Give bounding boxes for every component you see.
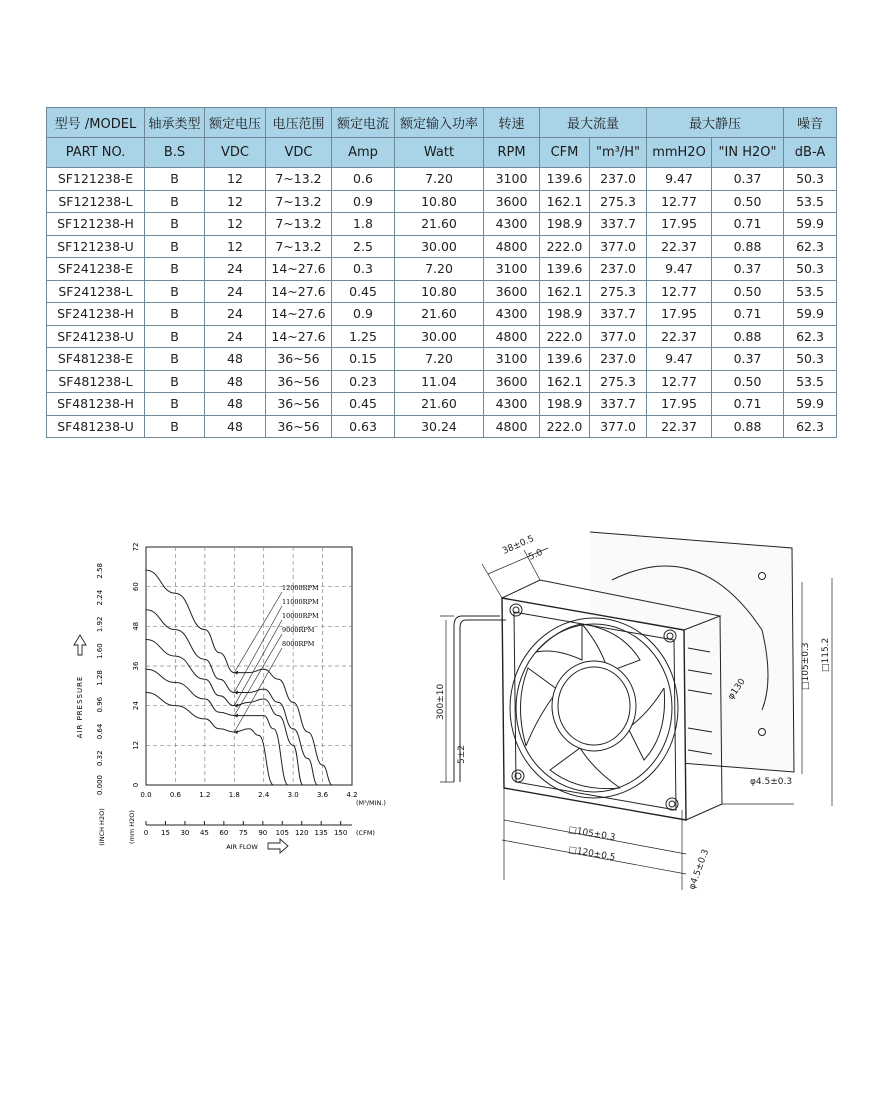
table-cell: 162.1 [540,280,590,303]
table-cell: B [145,325,205,348]
table-cell: 3100 [484,258,540,281]
unit-cell: "m³/H" [590,138,647,168]
table-cell: 50.3 [784,258,837,281]
table-row [47,258,837,281]
table-cell: 0.50 [712,280,784,303]
table-cell: 24 [205,280,266,303]
x-tick-m3: 1.8 [228,791,240,799]
header-cell: 额定电流 [332,108,395,138]
table-row [47,168,837,191]
table-cell: 4800 [484,325,540,348]
table-cell: 0.71 [712,393,784,416]
table-cell: 36~56 [266,393,332,416]
table-cell: 377.0 [590,235,647,258]
table-cell: SF121238-H [47,213,145,236]
table-cell: 7~13.2 [266,235,332,258]
table-cell: 3600 [484,280,540,303]
table-cell: 3100 [484,348,540,371]
y-tick-inch: 1.60 [96,643,104,659]
table-cell: 14~27.6 [266,325,332,348]
label-strip-length: 5±2 [457,745,467,764]
table-row [47,325,837,348]
header-row-units [47,138,837,168]
table-cell: B [145,393,205,416]
table-cell: B [145,258,205,281]
unit-cell: "IN H2O" [712,138,784,168]
table-cell: SF241238-E [47,258,145,281]
table-cell: 0.37 [712,348,784,371]
table-cell: 24 [205,325,266,348]
x-tick-m3: 1.2 [199,791,211,799]
table-cell: 12 [205,190,266,213]
series-line-8000RPM [146,692,274,785]
spec-table [46,107,837,438]
table-cell: 24 [205,303,266,326]
table-cell: 30.00 [395,325,484,348]
table-cell: 0.37 [712,258,784,281]
performance-chart [60,527,400,867]
y-tick-mm: 72 [132,542,140,552]
table-cell: 12.77 [647,370,712,393]
table-cell: 0.6 [332,168,395,191]
table-cell: SF481238-E [47,348,145,371]
table-cell: SF241238-L [47,280,145,303]
table-cell: 3600 [484,190,540,213]
table-row [47,303,837,326]
table-cell: 24 [205,258,266,281]
unit-cell: VDC [266,138,332,168]
table-cell: B [145,280,205,303]
table-row [47,393,837,416]
table-cell: 0.88 [712,235,784,258]
table-cell: 53.5 [784,370,837,393]
table-cell: 36~56 [266,415,332,438]
table-cell: 0.45 [332,393,395,416]
x-tick-cfm: 135 [314,829,328,837]
table-cell: 48 [205,348,266,371]
x-unit-cfm: (CFM) [356,829,375,837]
table-cell: 3100 [484,168,540,191]
x-tick-cfm: 45 [199,829,209,837]
unit-cell: mmH2O [647,138,712,168]
table-cell: 53.5 [784,190,837,213]
table-cell: 237.0 [590,258,647,281]
table-cell: B [145,348,205,371]
x-tick-m3: 4.2 [346,791,358,799]
air-pressure-arrow-icon [74,635,86,655]
table-cell: 59.9 [784,213,837,236]
fan-dimension-drawing [432,520,852,900]
table-cell: 0.50 [712,190,784,213]
table-cell: 17.95 [647,213,712,236]
table-cell: 3600 [484,370,540,393]
table-cell: 9.47 [647,348,712,371]
table-cell: 0.71 [712,213,784,236]
fan-hub [552,661,636,751]
table-cell: 14~27.6 [266,303,332,326]
table-row [47,415,837,438]
table-cell: SF121238-E [47,168,145,191]
header-cell: 额定电压 [205,108,266,138]
label-hole-pitch-v: □105±0.3 [801,642,811,690]
x-tick-cfm: 105 [275,829,289,837]
table-cell: SF481238-U [47,415,145,438]
table-cell: 222.0 [540,235,590,258]
table-cell: SF241238-U [47,325,145,348]
table-cell: 7~13.2 [266,213,332,236]
table-cell: 17.95 [647,303,712,326]
table-cell: B [145,415,205,438]
table-cell: B [145,370,205,393]
table-row [47,235,837,258]
table-cell: 222.0 [540,325,590,348]
table-cell: 0.88 [712,415,784,438]
table-cell: 377.0 [590,325,647,348]
series-label: 8000RPM [282,640,315,648]
table-cell: SF121238-U [47,235,145,258]
series-label: 9000RPM [282,626,315,634]
y-unit-mm: (mm H2O) [128,810,136,844]
table-cell: 22.37 [647,235,712,258]
table-cell: 0.50 [712,370,784,393]
table-cell: 48 [205,393,266,416]
table-cell: 59.9 [784,303,837,326]
performance-chart-svg [60,527,400,867]
y-tick-mm: 60 [132,582,140,592]
table-cell: 1.8 [332,213,395,236]
series-line-10000RPM [146,640,303,785]
table-row [47,190,837,213]
table-cell: B [145,190,205,213]
y-unit-inch: (INCH H2O) [98,808,106,846]
header-cell: 噪音 [784,108,837,138]
table-cell: 275.3 [590,190,647,213]
y-tick-mm: 48 [132,621,140,631]
table-cell: 10.80 [395,280,484,303]
table-cell: 36~56 [266,370,332,393]
header-cell: 最大静压 [647,108,784,138]
y-tick-inch: 1.92 [96,616,104,633]
table-cell: 14~27.6 [266,280,332,303]
header-cell: 型号 /MODEL [47,108,145,138]
label-hole-pitch-h: □105±0.3 [567,825,617,844]
table-cell: 275.3 [590,280,647,303]
table-cell: 337.7 [590,303,647,326]
series-label: 12000RPM [282,584,319,592]
x-tick-cfm: 30 [180,829,190,837]
unit-cell: RPM [484,138,540,168]
table-cell: SF121238-L [47,190,145,213]
table-cell: 17.95 [647,393,712,416]
table-cell: 0.45 [332,280,395,303]
series-leader [234,606,282,692]
x-tick-cfm: 0 [143,829,149,837]
unit-cell: B.S [145,138,205,168]
y-tick-inch: 2.24 [96,589,104,606]
table-cell: 12 [205,235,266,258]
header-cell: 转速 [484,108,540,138]
y-tick-inch: 0.32 [96,750,104,767]
table-row [47,370,837,393]
table-cell: 7~13.2 [266,190,332,213]
label-cable-length: 300±10 [436,683,446,720]
air-flow-arrow-icon [268,839,288,853]
label-depth: 38±0.5 [501,534,536,557]
table-cell: 1.25 [332,325,395,348]
table-cell: 4300 [484,303,540,326]
table-cell: SF481238-L [47,370,145,393]
table-cell: 10.80 [395,190,484,213]
label-hole-dia-right: φ4.5±0.3 [750,777,793,787]
table-cell: 2.5 [332,235,395,258]
x-tick-m3: 2.4 [258,791,270,799]
table-cell: 162.1 [540,190,590,213]
x-tick-cfm: 75 [238,829,248,837]
y-tick-inch: 0.64 [96,723,104,740]
y-tick-mm: 12 [132,740,140,750]
x-tick-m3: 0.6 [169,791,181,799]
table-cell: B [145,213,205,236]
y-tick-inch: 0.000 [96,774,104,796]
table-cell: 59.9 [784,393,837,416]
table-cell: 0.88 [712,325,784,348]
header-cell: 最大流量 [540,108,647,138]
x-tick-cfm: 15 [161,829,170,837]
table-cell: 198.9 [540,303,590,326]
y-tick-inch: 2.58 [96,563,104,579]
table-cell: 162.1 [540,370,590,393]
table-cell: 21.60 [395,393,484,416]
y-tick-inch: 1.28 [96,670,104,686]
y-tick-inch: 0.96 [96,696,104,713]
x-axis-title: AIR FLOW [226,843,258,851]
y-tick-mm: 24 [132,701,140,711]
table-cell: 4800 [484,415,540,438]
label-hole-dia-bottom: φ4.5±0.3 [687,848,712,892]
table-cell: 50.3 [784,348,837,371]
series-label: 11000RPM [282,598,319,606]
y-axis-title: AIR PRESSURE [76,675,84,739]
table-cell: 0.3 [332,258,395,281]
table-cell: 337.7 [590,213,647,236]
table-cell: 237.0 [590,168,647,191]
y-tick-mm: 36 [132,661,140,671]
table-cell: 21.60 [395,303,484,326]
label-circle: φ130 [726,677,748,702]
unit-cell: Amp [332,138,395,168]
unit-cell: PART NO. [47,138,145,168]
unit-cell: CFM [540,138,590,168]
table-cell: 62.3 [784,325,837,348]
x-tick-m3: 3.6 [317,791,329,799]
header-cell: 轴承类型 [145,108,205,138]
x-tick-cfm: 120 [295,829,309,837]
table-cell: 139.6 [540,168,590,191]
table-cell: 377.0 [590,415,647,438]
header-cell: 额定输入功率 [395,108,484,138]
table-cell: 21.60 [395,213,484,236]
table-cell: 275.3 [590,370,647,393]
y-tick-mm: 0 [132,782,140,788]
table-cell: 12.77 [647,190,712,213]
table-row [47,213,837,236]
table-cell: 0.15 [332,348,395,371]
table-cell: SF241238-H [47,303,145,326]
table-cell: 53.5 [784,280,837,303]
table-cell: 50.3 [784,168,837,191]
table-cell: 30.24 [395,415,484,438]
label-frame-v: □115.2 [821,637,831,672]
table-cell: 337.7 [590,393,647,416]
table-cell: 7.20 [395,348,484,371]
table-cell: 198.9 [540,213,590,236]
table-cell: 62.3 [784,415,837,438]
table-cell: 11.04 [395,370,484,393]
table-cell: 0.37 [712,168,784,191]
table-cell: B [145,303,205,326]
table-cell: 48 [205,370,266,393]
table-cell: 222.0 [540,415,590,438]
table-cell: 198.9 [540,393,590,416]
table-cell: 12 [205,168,266,191]
series-line-11000RPM [146,610,318,785]
table-cell: 7.20 [395,258,484,281]
table-cell: 14~27.6 [266,258,332,281]
table-cell: 139.6 [540,348,590,371]
table-row [47,280,837,303]
x-tick-cfm: 150 [333,829,348,837]
table-cell: B [145,235,205,258]
x-tick-m3: 0.0 [140,791,152,799]
table-cell: 22.37 [647,415,712,438]
label-frame-h: □120±0.5 [567,845,617,864]
x-tick-cfm: 60 [219,829,229,837]
table-cell: 0.63 [332,415,395,438]
table-cell: 9.47 [647,168,712,191]
table-cell: 0.23 [332,370,395,393]
unit-cell: VDC [205,138,266,168]
x-tick-cfm: 90 [258,829,268,837]
table-cell: SF481238-H [47,393,145,416]
x-tick-m3: 3.0 [287,791,299,799]
table-cell: 62.3 [784,235,837,258]
table-header [47,108,837,168]
table-cell: 22.37 [647,325,712,348]
table-cell: 36~56 [266,348,332,371]
table-row [47,348,837,371]
table-cell: 0.9 [332,190,395,213]
label-flange: 5.0 [527,547,545,563]
table-cell: B [145,168,205,191]
x-unit-m3: (M³/MIN.) [356,799,386,807]
table-cell: 48 [205,415,266,438]
header-cell: 电压范围 [266,108,332,138]
header-row-cn [47,108,837,138]
table-cell: 4800 [484,235,540,258]
unit-cell: Watt [395,138,484,168]
table-cell: 0.71 [712,303,784,326]
series-label: 10000RPM [282,612,319,620]
table-cell: 0.9 [332,303,395,326]
table-body [47,168,837,438]
dimension-drawing [432,520,852,900]
table-cell: 12.77 [647,280,712,303]
unit-cell: dB-A [784,138,837,168]
table-cell: 12 [205,213,266,236]
table-cell: 4300 [484,393,540,416]
series-leader [234,634,282,716]
table-cell: 237.0 [590,348,647,371]
table-cell: 7~13.2 [266,168,332,191]
table-cell: 9.47 [647,258,712,281]
table-cell: 7.20 [395,168,484,191]
table-cell: 139.6 [540,258,590,281]
table-cell: 4300 [484,213,540,236]
table-cell: 30.00 [395,235,484,258]
